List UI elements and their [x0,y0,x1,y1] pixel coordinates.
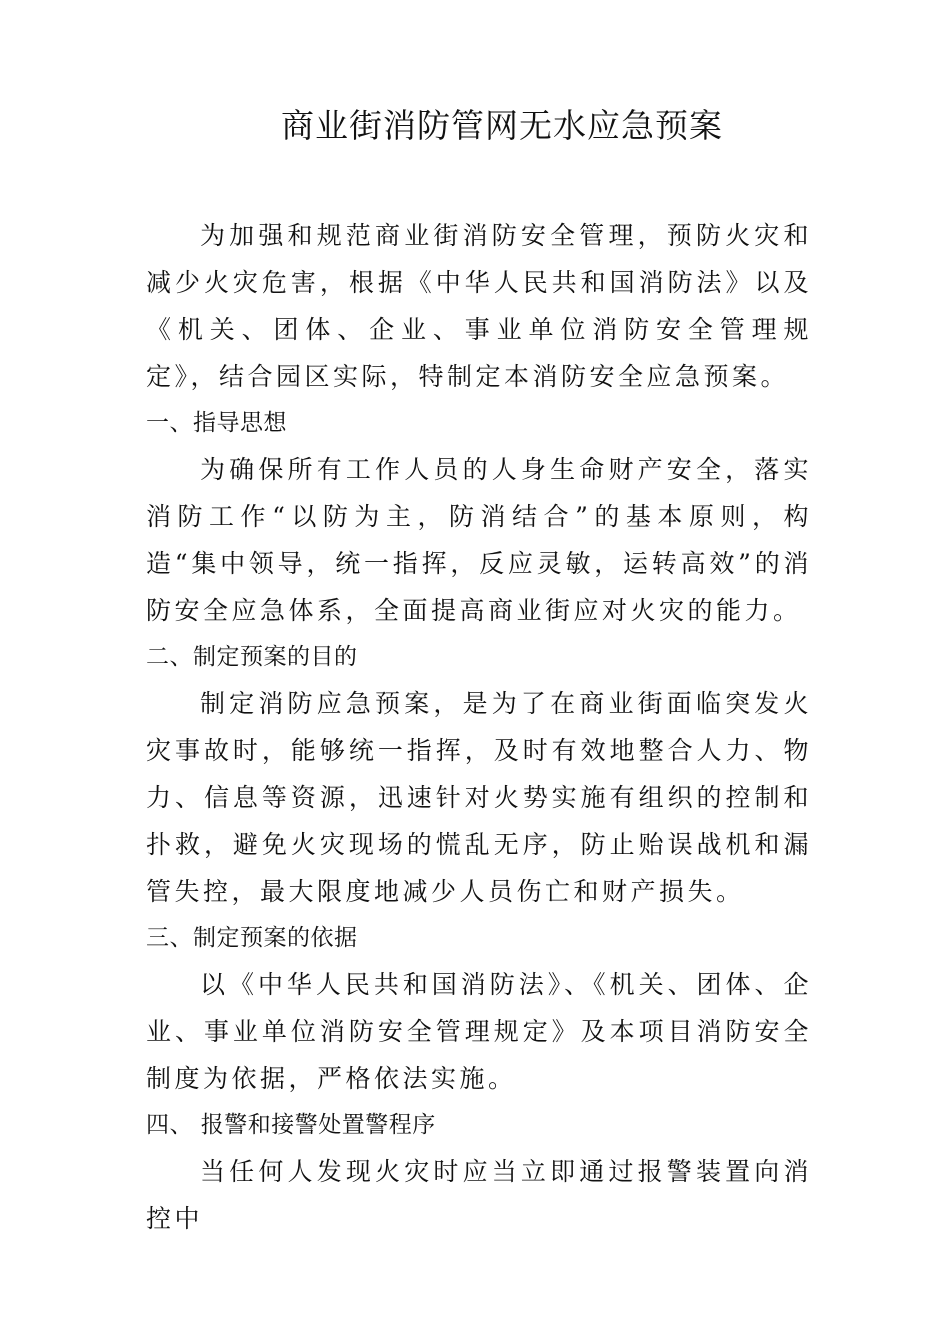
section-heading-alarm-procedure: 四、 报警和接警处置警程序 [146,1112,436,1138]
document-title: 商业街消防管网无水应急预案 [281,106,723,145]
section-body-alarm-procedure: 当任何人发现火灾时应当立即通过报警装置向消控中 [146,1157,812,1233]
section-heading-purpose: 二、制定预案的目的 [146,644,358,670]
section-body-purpose: 制定消防应急预案，是为了在商业街面临突发火灾事故时，能够统一指挥，及时有效地整合人力、物力、信息等资源，迅速针对火势实施有组织的控制和扑救，避免火灾现场的慌乱无序，防止贻误战机和漏管失控，最大限度地减少人员伤亡和财产损失。 [146,689,812,906]
section-body-basis: 以《中华人民共和国消防法》、《机关、团体、企业、事业单位消防安全管理规定》及本项目消防安全制度为依据，严格依法实施。 [146,970,812,1093]
section-heading-basis: 三、制定预案的依据 [146,925,358,951]
section-body-guiding-ideology: 为确保所有工作人员的人身生命财产安全，落实消防工作“以防为主，防消结合”的基本原则，构造“集中领导，统一指挥，反应灵敏，运转高效”的消防安全应急体系，全面提高商业街应对火灾的能力。 [146,455,812,625]
document-body [146,212,812,1242]
intro-paragraph: 为加强和规范商业街消防安全管理，预防火灾和减少火灾危害，根据《中华人民共和国消防法》以及《机关、团体、企业、事业单位消防安全管理规定》，结合园区实际，特制定本消防安全应急预案。 [146,221,812,391]
section-heading-guiding-ideology: 一、指导思想 [146,410,287,436]
